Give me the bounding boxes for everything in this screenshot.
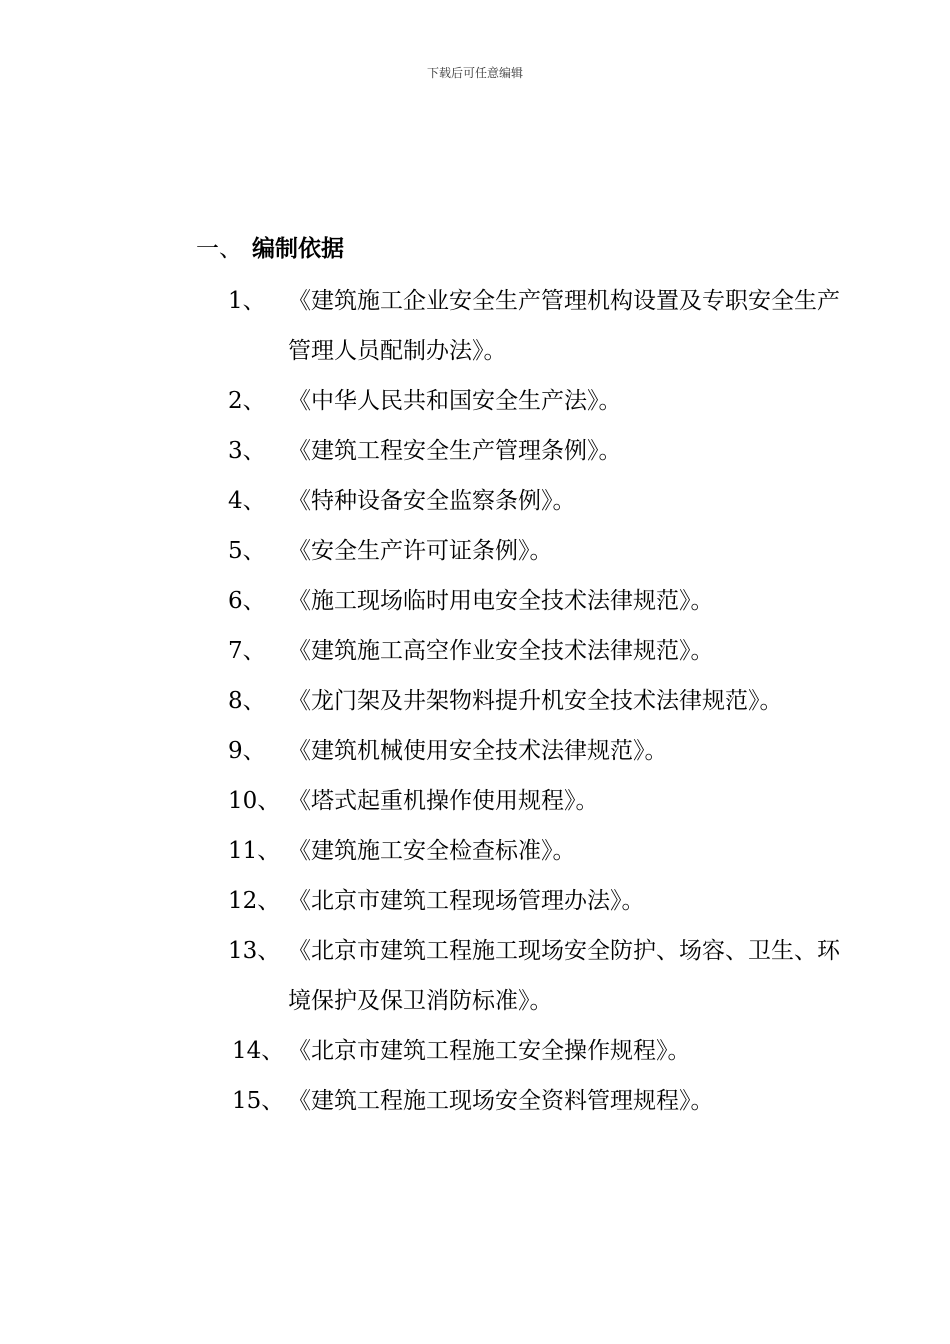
item-number: 14、 xyxy=(232,1038,285,1064)
item-text: 《建筑机械使用安全技术法律规范》。 xyxy=(288,738,668,764)
item-number: 7、 xyxy=(228,638,266,664)
item-text: 《特种设备安全监察条例》。 xyxy=(288,488,576,514)
item-text: 《北京市建筑工程施工安全操作规程》。 xyxy=(288,1038,691,1064)
list-item xyxy=(0,876,950,926)
page-header-note: 下载后可任意编辑 xyxy=(426,66,523,80)
item-text: 《建筑施工安全检查标准》。 xyxy=(288,838,576,864)
list-item xyxy=(0,726,950,776)
item-number: 11、 xyxy=(228,838,281,864)
list-item xyxy=(0,626,950,676)
item-number: 5、 xyxy=(228,538,266,564)
item-number: 13、 xyxy=(228,938,281,964)
list-item xyxy=(0,526,950,576)
item-text: 《龙门架及井架物料提升机安全技术法律规范》。 xyxy=(288,688,783,714)
item-text: 《建筑工程施工现场安全资料管理规程》。 xyxy=(288,1088,714,1114)
item-text: 《北京市建筑工程施工现场安全防护、场容、卫生、环境保护及保卫消防标准》。 xyxy=(288,938,840,1014)
item-number: 6、 xyxy=(228,588,266,614)
item-text: 《中华人民共和国安全生产法》。 xyxy=(288,388,622,414)
list-item xyxy=(0,376,950,426)
item-text: 《塔式起重机操作使用规程》。 xyxy=(288,788,599,814)
item-text: 《安全生产许可证条例》。 xyxy=(288,538,553,564)
item-text: 《北京市建筑工程现场管理办法》。 xyxy=(288,888,645,914)
section-heading xyxy=(196,230,344,263)
list-item xyxy=(0,676,950,726)
list-item xyxy=(0,576,950,626)
item-number: 1、 xyxy=(228,288,266,314)
item-number: 2、 xyxy=(228,388,266,414)
list-item xyxy=(0,276,950,376)
item-number: 9、 xyxy=(228,738,266,764)
reference-list xyxy=(0,276,950,1126)
item-number: 12、 xyxy=(228,888,281,914)
list-item xyxy=(0,926,950,1026)
item-number: 4、 xyxy=(228,488,266,514)
item-number: 15、 xyxy=(232,1088,285,1114)
item-number: 10、 xyxy=(228,788,281,814)
list-item xyxy=(0,826,950,876)
section-number: 一、 xyxy=(196,236,242,262)
list-item xyxy=(0,426,950,476)
list-item xyxy=(0,476,950,526)
list-item xyxy=(0,1076,950,1126)
item-number: 8、 xyxy=(228,688,266,714)
list-item xyxy=(0,1026,950,1076)
item-text: 《建筑施工企业安全生产管理机构设置及专职安全生产管理人员配制办法》。 xyxy=(288,288,840,364)
item-number: 3、 xyxy=(228,438,266,464)
item-text: 《建筑施工高空作业安全技术法律规范》。 xyxy=(288,638,714,664)
item-text: 《建筑工程安全生产管理条例》。 xyxy=(288,438,622,464)
section-title: 编制依据 xyxy=(252,236,344,262)
item-text: 《施工现场临时用电安全技术法律规范》。 xyxy=(288,588,714,614)
list-item xyxy=(0,776,950,826)
